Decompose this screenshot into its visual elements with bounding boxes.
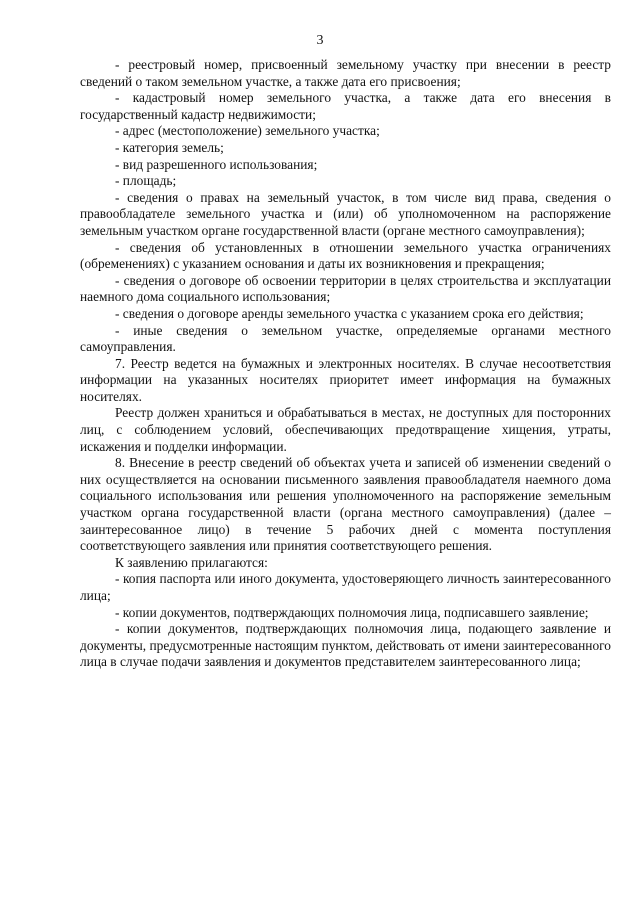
list-item-development-agreement: - сведения о договоре об освоении территории в целях строительства и эксплуатации наемного дома социального использования; bbox=[80, 272, 611, 305]
paragraph-storage: Реестр должен храниться и обрабатываться в местах, не доступных для посторонних лиц, с соблюдением условий, обеспечивающих предотвращение хищения, утраты, искажения и подделки информации. bbox=[80, 405, 611, 454]
list-item-cadastral-number: - кадастровый номер земельного участка, а также дата его внесения в государственный кадастр недвижимости; bbox=[80, 90, 611, 122]
list-item-address: - адрес (местоположение) земельного участка; bbox=[115, 123, 380, 139]
page-number: 3 bbox=[316, 33, 324, 48]
list-item-signer-authority: - копии документов, подтверждающих полномочия лица, подписавшего заявление; bbox=[115, 604, 589, 620]
document-body bbox=[80, 57, 611, 671]
list-item-other-info: - иные сведения о земельном участке, определяемые органами местного самоуправления. bbox=[80, 322, 611, 355]
paragraph-attachments-intro: К заявлению прилагаются: bbox=[115, 554, 268, 570]
list-item-lease-agreement: - сведения о договоре аренды земельного участка с указанием срока его действия; bbox=[115, 305, 584, 321]
paragraph-8: 8. Внесение в реестр сведений об объектах учета и записей об изменении сведений о них осуществляется на основании письменного заявления правообладателя наемного дома социального использования или решения уполномоченного на распоряжение земельным участком органа государственной власти (органа местного самоуправления) (далее – заинтересованное лицо) в течение 5 рабочих дней с момента поступления соответствующего заявления или принятия соответствующего решения. bbox=[80, 455, 611, 554]
list-item-registry-number: - реестровый номер, присвоенный земельному участку при внесении в реестр сведений о таком земельном участке, а также дата его присвоения; bbox=[80, 57, 611, 89]
list-item-rights: - сведения о правах на земельный участок, в том числе вид права, сведения о правообладателе земельного участка и (или) об уполномоченном на распоряжение земельным участком органе государственной власти (органе местного самоуправления); bbox=[80, 189, 611, 238]
list-item-submitter-authority: - копии документов, подтверждающих полномочия лица, подающего заявление и документы, предусмотренные настоящим пунктом, действовать от имени заинтересованного лица в случае подачи заявления и документов представителем заинтересованного лица; bbox=[80, 621, 611, 670]
paragraph-7: 7. Реестр ведется на бумажных и электронных носителях. В случае несоответствия информации на указанных носителях приоритет имеет информация на бумажных носителях. bbox=[80, 355, 611, 404]
list-item-area: - площадь; bbox=[115, 173, 177, 189]
list-item-land-category: - категория земель; bbox=[115, 139, 224, 155]
list-item-restrictions: - сведения об установленных в отношении земельного участка ограничениях (обременениях) с указанием основания и даты их возникновения и прекращения; bbox=[80, 239, 611, 272]
list-item-passport-copy: - копия паспорта или иного документа, удостоверяющего личность заинтересованного лица; bbox=[80, 571, 611, 603]
list-item-permitted-use: - вид разрешенного использования; bbox=[115, 156, 318, 172]
